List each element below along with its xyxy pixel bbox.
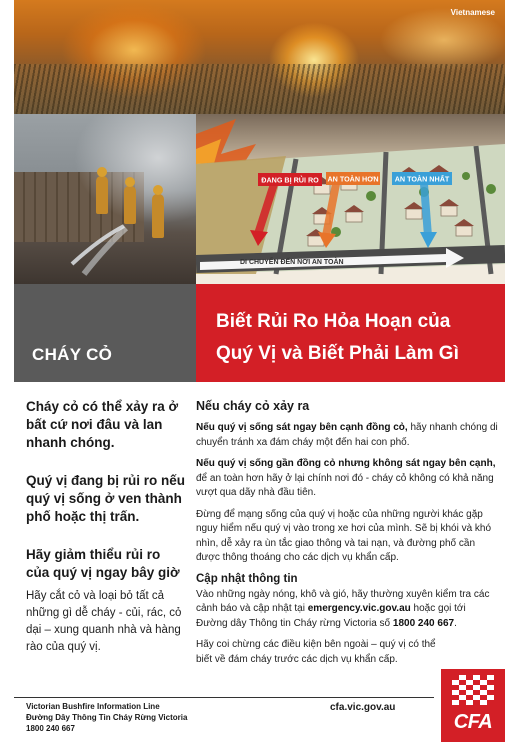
cfa-logo (441, 669, 505, 742)
category-title: CHÁY CỎ (32, 345, 113, 364)
footer-line-english: Victorian Bushfire Information Line (26, 702, 160, 711)
section-heading-if-fire: Nếu cháy cỏ xảy ra (196, 399, 310, 413)
advice-paragraph-close: Nếu quý vị sống sát ngay bên cạnh đồng cỏ, hãy nhanh chóng di chuyển tránh xa đám cháy một đến hai con phố. (196, 422, 498, 448)
checkered-flag-icon (452, 675, 494, 705)
info-line-phone: 1800 240 667 (392, 617, 455, 629)
label-move-to-safety: DI CHUYỂN ĐẾN NƠI AN TOÀN (240, 259, 344, 266)
burning-grass (14, 64, 505, 114)
label-at-risk: ĐANG BỊ RỦI RO (261, 175, 319, 185)
advice-paragraph-watch-conditions: Hãy coi chừng các điều kiện bên ngoài – quý vị có thể biết về đám cháy trước các dịch vụ khẩn cấp. (196, 639, 436, 665)
advice-column (196, 399, 500, 674)
main-title-line-1: Biết Rủi Ro Hỏa Hoạn của (216, 311, 451, 332)
hose-spray (14, 114, 196, 284)
advice-paragraph-car: Đừng để mạng sống của quý vị hoặc của những người khác gặp nguy hiểm nếu quý vị vào trong xe hơi của mình. Sẽ bị khói và khó nhìn, dễ xảy ra ùn tắc giao thông và tai nạn, và đường phố cần được thông thoáng cho các dịch vụ khẩn cấp. (196, 508, 492, 563)
prepare-advice: Hãy cắt cỏ và loại bỏ tất cả những gì dễ cháy - củi, rác, cỏ dại – xung quanh nhà và hàng rào của quý vị. (26, 590, 182, 653)
language-tag: Vietnamese (450, 8, 495, 17)
key-messages-column (26, 398, 186, 656)
fire-risk-diagram (196, 114, 505, 284)
category-band (14, 284, 196, 382)
advice-paragraph-check-warnings: Vào những ngày nóng, khô và gió, hãy thường xuyên kiểm tra các cảnh báo và cập nhật tại emergency.vic.gov.au hoặc gọi tới Đường dây Thông tin Cháy rừng Victoria số 1800 240 667. (196, 588, 490, 629)
title-band (196, 284, 505, 382)
cfa-website-link[interactable]: cfa.vic.gov.au (330, 702, 396, 713)
main-title-line-2: Quý Vị và Biết Phải Làm Gì (216, 343, 459, 364)
advice-paragraph-near: Nếu quý vị sống gần đồng cỏ nhưng không sát ngay bên cạnh, để an toàn hơn hãy ở lại chính nơi đó - cháy cỏ không có khả năng vượt qua dãy nhà đầu tiên. (196, 458, 496, 498)
key-message-3: Hãy giảm thiểu rủi ro của quý vị ngay bây giờ (26, 547, 180, 580)
firefighters-photo (14, 114, 196, 284)
risk-zones-illustration (196, 114, 505, 284)
footer-line-vietnamese: Đường Dây Thông Tin Cháy Rừng Victoria (26, 713, 188, 722)
footer-info-line (26, 701, 187, 734)
label-safest: AN TOÀN NHẤT (394, 174, 450, 184)
section-heading-stay-informed: Cập nhật thông tin (196, 572, 298, 585)
footer-phone: 1800 240 667 (26, 724, 75, 733)
grassfire-hero-image (14, 0, 505, 114)
label-safer: AN TOÀN HƠN (327, 174, 379, 184)
key-message-1: Cháy cỏ có thể xảy ra ở bất cứ nơi đâu và lan nhanh chóng. (26, 399, 179, 450)
emergency-website-link[interactable]: emergency.vic.gov.au (307, 603, 411, 614)
cfa-logo-text: CFA (453, 711, 493, 733)
key-message-2: Quý vị đang bị rủi ro nếu quý vị sống ở ven thành phố hoặc thị trấn. (26, 473, 186, 524)
footer-divider (14, 697, 434, 698)
